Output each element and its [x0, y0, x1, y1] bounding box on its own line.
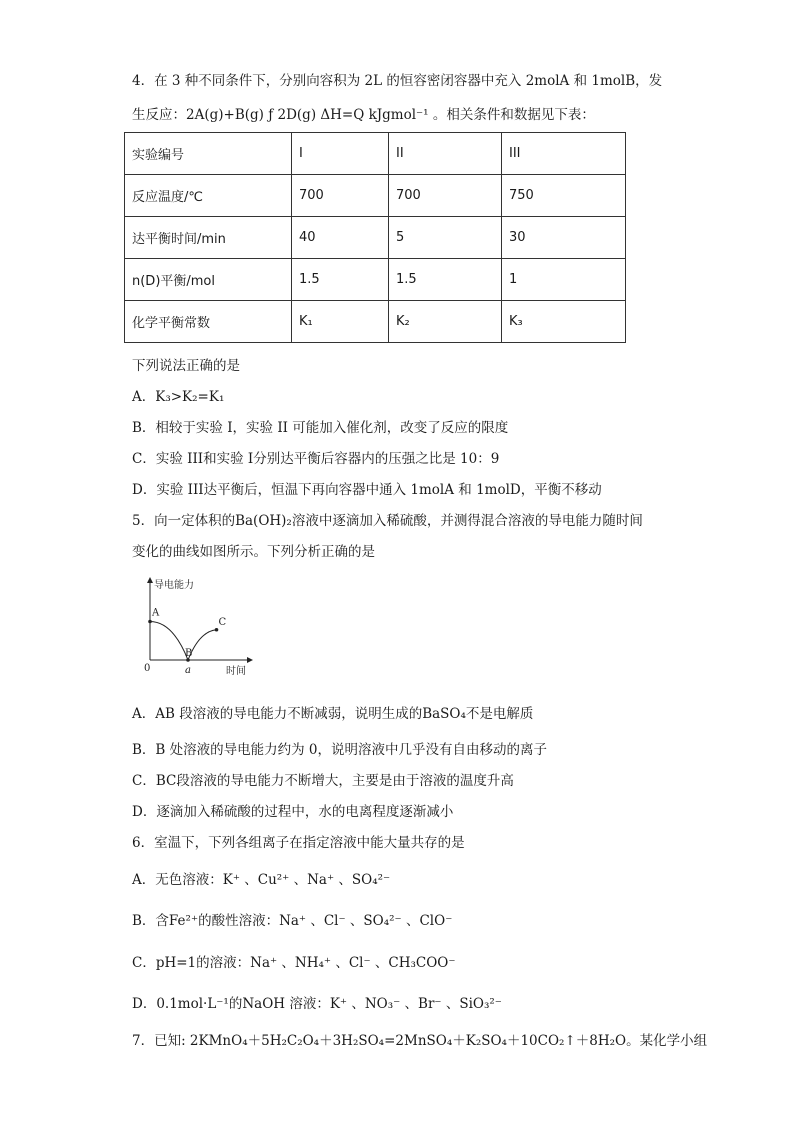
point-label-c: C	[218, 616, 227, 628]
table-row	[125, 259, 626, 301]
q6-option-c: C．pH=1的溶液：Na⁺ 、NH₄⁺ 、Cl⁻ 、CH₃COO⁻	[132, 955, 456, 971]
table-row	[125, 175, 626, 217]
q4-stem-end: 下列说法正确的是	[132, 358, 240, 374]
q6-option-b: B．含Fe²⁺的酸性溶液：Na⁺ 、Cl⁻ 、SO₄²⁻ 、ClO⁻	[132, 913, 453, 929]
point-label-a: A	[152, 607, 160, 619]
table-cell: 5	[389, 217, 502, 259]
table-cell: 反应温度/℃	[125, 175, 292, 217]
table-cell: 1	[502, 259, 626, 301]
q4-stem-line1: 4．在 3 种不同条件下，分别向容积为 2L 的恒容密闭容器中充入 2molA 和 1molB，发	[132, 73, 663, 89]
q5-option-a: A．AB 段溶液的导电能力不断减弱，说明生成的BaSO₄不是电解质	[132, 706, 534, 722]
table-cell: I	[292, 133, 389, 175]
table-cell: 达平衡时间/min	[125, 217, 292, 259]
table-row	[125, 301, 626, 343]
table-cell: III	[502, 133, 626, 175]
table-cell: 实验编号	[125, 133, 292, 175]
q6-option-a: A．无色溶液：K⁺ 、Cu²⁺ 、Na⁺ 、SO₄²⁻	[132, 872, 391, 888]
y-axis-label: 导电能力	[154, 580, 194, 591]
origin-label: 0	[144, 663, 151, 674]
point-c	[215, 628, 219, 632]
conductivity-curve	[150, 622, 217, 661]
table-cell: 750	[502, 175, 626, 217]
x-tick-label: a	[185, 665, 191, 676]
table-cell: K₃	[502, 301, 626, 343]
q4-data-table	[124, 132, 626, 343]
q4-option-c: C．实验 III和实验 I分别达平衡后容器内的压强之比是 10：9	[132, 451, 500, 467]
table-cell: 1.5	[389, 259, 502, 301]
table-row	[125, 217, 626, 259]
q7-stem: 7．已知: 2KMnO₄＋5H₂C₂O₄＋3H₂SO₄=2MnSO₄＋K₂SO₄＋10CO₂↑＋8H₂O。某化学小组	[132, 1033, 708, 1049]
table-cell: 700	[292, 175, 389, 217]
q4-option-a: A．K₃>K₂=K₁	[132, 389, 225, 405]
table-cell: 700	[389, 175, 502, 217]
table-cell: 1.5	[292, 259, 389, 301]
q4-option-b: B．相较于实验 I，实验 II 可能加入催化剂，改变了反应的限度	[132, 420, 509, 436]
q5-stem-line2: 变化的曲线如图所示。下列分析正确的是	[132, 544, 375, 560]
q4-stem-line2: 生反应：2A(g)+B(g) ƒ 2D(g) ΔH=Q kJgmol⁻¹ 。相关条件和数据见下表：	[132, 107, 595, 123]
table-cell: K₁	[292, 301, 389, 343]
q5-option-b: B．B 处溶液的导电能力约为 0，说明溶液中几乎没有自由移动的离子	[132, 742, 548, 758]
table-row	[125, 133, 626, 175]
q5-stem-line1: 5．向一定体积的Ba(OH)₂溶液中逐滴加入稀硫酸，并测得混合溶液的导电能力随时间	[132, 513, 643, 529]
point-label-b: B	[185, 648, 193, 659]
table-cell: 40	[292, 217, 389, 259]
table-cell: 30	[502, 217, 626, 259]
conductivity-chart	[140, 574, 260, 676]
q5-option-c: C．BC段溶液的导电能力不断增大，主要是由于溶液的温度升高	[132, 773, 514, 789]
q6-option-d: D．0.1mol·L⁻¹的NaOH 溶液：K⁺ 、NO₃⁻ 、Br⁻ 、SiO₃²⁻	[132, 996, 502, 1012]
x-axis-label: 时间	[226, 666, 246, 676]
q4-option-d: D．实验 III达平衡后，恒温下再向容器中通入 1molA 和 1molD，平衡不移动	[132, 482, 602, 498]
table-cell: II	[389, 133, 502, 175]
q5-option-d: D．逐滴加入稀硫酸的过程中，水的电离程度逐渐减小	[132, 804, 454, 820]
table-cell: K₂	[389, 301, 502, 343]
table-cell: 化学平衡常数	[125, 301, 292, 343]
point-a	[148, 620, 152, 624]
table-cell: n(D)平衡/mol	[125, 259, 292, 301]
q6-stem: 6．室温下，下列各组离子在指定溶液中能大量共存的是	[132, 835, 465, 851]
